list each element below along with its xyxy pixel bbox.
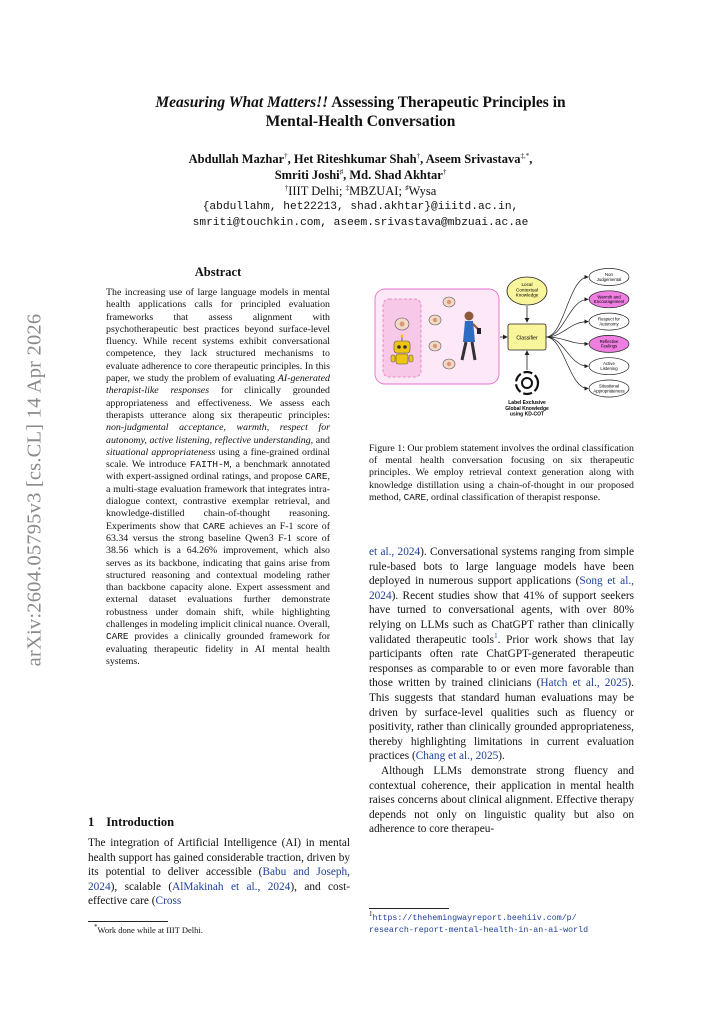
body-text: ). This suggests that standard human evaluations may be driven by surface-level qualities such as fluency or positivity, rather than clinically grounded appropriateness, thereby highlighting limitations in current evaluation practices ( [369,677,634,763]
abstract-text: for clinically grounded appropriateness and effectiveness. We assess each therapists utterance along six therapeutic principles: [106,385,330,421]
abstract-text: provides a clinically grounded framework for evaluating therapeutic fidelity in AI mental health systems. [106,631,330,667]
footnote-ref[interactable]: 1 [494,631,498,640]
principle-label-text: Respect for Autonomy [598,316,620,327]
local-knowledge-label: Local Contextual Knowledge [515,282,539,298]
author-name: Aseem Srivastava [425,152,521,166]
chat-bubble-icon [429,315,441,325]
intro-text: The integration of Artificial Intelligence (AI) in mental health support has gained considerable traction, driven by its potential to deliver accessible ( [88,837,350,879]
author-sup: ‡,* [520,151,530,160]
section-heading-introduction [88,815,174,830]
abstract-italic: non-judgmental acceptance, warmth, respect for autonomy, active listening, reflective understanding, [106,422,330,446]
author-sup: † [416,151,421,160]
title-rest: Assessing Therapeutic Principles in [328,94,566,111]
chat-bubble-icon [443,359,455,369]
figure-caption [369,443,634,504]
author-sup: † [442,167,447,176]
principle-label-text: Active Listening [600,361,618,371]
caption-text: Figure 1: Our problem statement involves the ordinal classification of mental health conversation focusing on six therapeutic principles. We employ retrieval context generation along with knowledge distillation using a chain-of-thought in our proposed method, [369,443,634,503]
chat-bubble-icon [429,341,441,351]
abstract-text: , a benchmark annotated with expert-assigned ordinal ratings, and propose [106,459,331,483]
principle-label-text: Warmth and Encouragement [593,294,625,305]
footnote-right [369,912,639,936]
right-column-body [369,545,634,837]
affil-mark: ♯ [405,183,409,192]
label-connector [546,277,588,337]
author-name: Smriti Joshi [274,168,340,182]
openai-logo-icon [516,372,538,394]
principle-labels [546,269,629,398]
title-italic: Measuring What Matters!! [155,94,329,111]
footnote-url[interactable]: research-report-mental-health-in-an-ai-world [369,926,589,935]
author-line-2: Smriti Joshi♯, Md. Shad Akhtar† [274,167,447,182]
paper-title [88,93,633,131]
abstract-text: The increasing use of large language models in mental health applications calls for principled evaluation frameworks that assess alignment with psychotherapeutic best practices beyond surface-level fluency. While recent systems exhibit conversational competence, they lack structured mechanisms to evaluate adherence to core therapeutic principles. In this paper, we study the problem of evaluating [106,287,330,385]
arxiv-id: arXiv:2604.05795v3 [cs.CL] 14 Apr 2026 [23,313,46,667]
author-name: Md. Shad Akhtar [349,168,443,182]
footnote-rule [88,921,168,922]
method-name: CARE [403,491,427,503]
intro-text: ), scalable ( [110,880,173,893]
abstract-text: and [313,434,330,446]
section-number: 1 [88,815,95,829]
citation-link[interactable]: et al., 2024 [369,546,421,558]
affiliations [88,183,633,199]
title-line2: Mental-Health Conversation [265,113,456,130]
method-name: CARE [106,631,129,643]
abstract-italic: AI-generated therapist-like responses [106,373,330,397]
affil-mark: † [284,183,289,192]
abstract-heading: Abstract [194,265,242,279]
footnote-mark: * [94,923,98,932]
abstract-text: achieves an F-1 score of 63.34 versus the strong baseline Qwen3 F-1 score of 38.56 which is a 64.26% improvement, which also serves as its backbone, indicating that gains arise from structured reasoning and contextual modeling rather than backbone capacity alone. Expert assessment and external dataset evaluations further demonstrate robustness under domain shift, while highlighting challenges in modeling implicit clinical nuance. Overall, [106,520,330,631]
author-sup: † [284,151,288,160]
label-connector [546,299,588,337]
method-name: CARE [202,520,226,532]
abstract-text: using a fine-grained ordinal scale. We introduce [106,446,330,471]
intro-text: ), and cost-effective care ( [88,880,350,908]
affil-mark: ‡ [345,183,350,192]
body-text: ). Conversational systems ranging from simple rule-based bots to large language models have been deployed in numerous support applications ( [369,546,634,588]
affil-text: Wysa [408,184,437,198]
abstract-body [106,287,330,668]
abstract-text: , a multi-stage evaluation framework that integrates intra-dialogue context, contrastive exemplar retrieval, and knowledge-distilled chain-of-thought reasoning. Experiments show that [106,471,330,532]
arxiv-watermark [20,290,50,690]
introduction-paragraph [88,836,350,909]
author-line-1: Abdullah Mazhar†, Het Riteshkumar Shah†, Aseem Srivastava‡,*, [188,151,533,166]
label-connector [546,337,588,366]
figure-1-diagram [369,264,634,439]
principle-label-text: Reflective Feelings [599,338,619,349]
footnote-mark: 1 [369,910,373,919]
citation-link[interactable]: AlMakinah et al., 2024 [172,880,291,893]
body-text: ). Recent studies show that 41% of support seekers have turned to conversational agents, with over 80% relying on LLMs such as ChatGPT rather than clinically validated therapeutic tools [369,589,634,646]
footnote-url[interactable]: https://thehemingwayreport.beehiiv.com/p/ [372,914,577,923]
principle-label-text: Situational Appropriateness [593,383,625,394]
body-text: . Prior work shows that lay participants often rate ChatGPT-generated therapeutic responses as comparable to or even more favorable than those written by trained clinicians ( [369,633,634,690]
chat-bubble-icon [395,318,409,330]
footnote-rule [369,908,449,909]
body-text: ). [498,750,505,763]
paragraph: Although LLMs demonstrate strong fluency and contextual coherence, their application in mental health raises concerns about clinical alignment. Effective therapy depends not only on linguistic quality but also on adherence to core therapeu- [369,764,634,836]
benchmark-name: FAITH-M [189,459,230,471]
citation-link[interactable]: Chang et al., 2025 [415,750,499,763]
global-knowledge-label: Label Exclusive Global Knowledge using KD-COT [505,400,549,418]
author-name: Abdullah Mazhar [188,152,285,166]
label-connector [546,337,588,389]
author-name: Het Riteshkumar Shah [293,152,417,166]
affil-text: IIIT Delhi; [288,184,346,198]
classifier-label: Classifier [516,335,538,342]
principle-label-text: Non Judgemental [596,272,622,282]
chat-bubble-icon [443,297,455,307]
footnote-text: Work done while at IIIT Delhi. [97,925,203,935]
caption-text: , ordinal classification of therapist response. [426,491,601,503]
citation-link[interactable]: Song et al., 2024 [369,575,634,602]
author-sup: ♯ [339,167,344,176]
citation-link[interactable]: Cross [155,895,182,908]
citation-link[interactable]: Babu and Joseph, 2024 [88,866,350,893]
email-line-1: {abdullahm, het22213, shad.akhtar}@iiitd.ac.in, [202,201,519,213]
section-title: Introduction [106,815,175,829]
paragraph [369,545,634,764]
email-line-2: smriti@touchkin.com, aseem.srivastava@mbzuai.ac.ae [192,217,529,229]
affil-text: MBZUAI; [349,184,406,198]
abstract-italic: situational appropriateness [106,446,216,458]
author-block [88,151,633,231]
citation-link[interactable]: Hatch et al., 2025 [540,677,628,690]
method-name: CARE [305,471,328,483]
footnote-left [94,925,203,936]
